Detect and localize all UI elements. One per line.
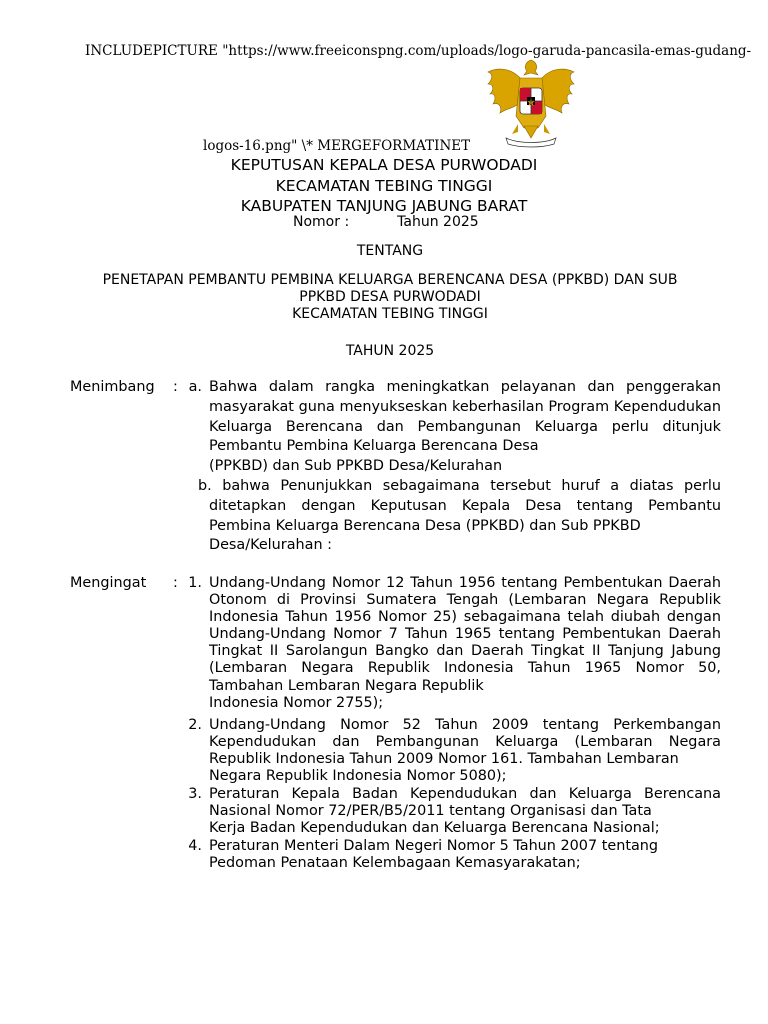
mengingat-item-3-last-line: Kerja Badan Kependudukan dan Keluarga Berencana Nasional; <box>209 820 660 837</box>
mengingat-item-2-text <box>209 717 721 785</box>
subject-line-2: PPKBD DESA PURWODADI <box>299 289 481 305</box>
mengingat-item-1-text <box>209 575 721 712</box>
menimbang-b-last-line: Desa/Kelurahan : <box>209 537 333 554</box>
mengingat-item-4-text <box>209 838 721 872</box>
nomor-label: Nomor : <box>293 214 350 230</box>
menimbang-b-body: ditetapkan dengan Keputusan Kepala Desa tentang Pembantu Pembina Keluarga Berencana Desa (PPKBD) dan Sub PPKBD <box>209 497 721 534</box>
mengingat-item-2-last-line: Negara Republik Indonesia Nomor 5080); <box>209 768 507 785</box>
mengingat-item-1-number: 1. <box>188 575 202 591</box>
mengingat-item-4-body: Peraturan Menteri Dalam Negeri Nomor 5 Tahun 2007 tentang <box>209 838 659 854</box>
tentang-heading: TENTANG <box>356 243 424 259</box>
header-line-1: KEPUTUSAN KEPALA DESA PURWODADI <box>230 156 538 174</box>
header-line-3: KABUPATEN TANJUNG JABUNG BARAT <box>240 197 528 215</box>
menimbang-a-text <box>209 378 721 477</box>
mengingat-label: Mengingat <box>70 575 147 591</box>
mengingat-item-4-last-line: Pedoman Penataan Kelembagaan Kemasyarakatan; <box>209 855 581 872</box>
mengingat-item-3-text <box>209 786 721 837</box>
nomor-line <box>293 214 479 230</box>
mengingat-colon: : <box>173 575 178 591</box>
menimbang-b-text <box>198 477 721 556</box>
mengingat-item-3-number: 3. <box>188 786 202 802</box>
menimbang-a-last-line: (PPKBD) dan Sub PPKBD Desa/Kelurahan <box>209 458 503 475</box>
menimbang-a-body: Bahwa dalam rangka meningkatkan pelayanan dan penggerakan masyarakat guna menyukseskan keberhasilan Program Kependudukan Keluarga Berencana dan Pembangunan Keluarga perlu ditunjuk Pembantu Pembina Keluarga Berencana Desa <box>209 379 721 455</box>
mengingat-item-1-last-line: Indonesia Nomor 2755); <box>209 694 384 711</box>
garuda-pancasila-emblem-icon <box>484 58 578 148</box>
header-line-2: KECAMATAN TEBING TINGGI <box>275 177 493 195</box>
year-heading: TAHUN 2025 <box>345 343 435 359</box>
tahun-label: Tahun 2025 <box>397 214 479 230</box>
menimbang-colon: : <box>173 379 178 395</box>
mengingat-item-4-number: 4. <box>188 838 202 854</box>
menimbang-a-number: a. <box>188 379 202 395</box>
subject-line-3: KECAMATAN TEBING TINGGI <box>292 306 488 322</box>
mengingat-item-2-number: 2. <box>188 717 202 733</box>
field-code-bottom: logos-16.png" \* MERGEFORMATINET <box>203 138 471 154</box>
menimbang-b-first-line: b. bahwa Penunjukkan sebagaimana tersebut huruf a diatas perlu <box>198 478 721 494</box>
mengingat-item-3-body: Peraturan Kepala Badan Kependudukan dan Keluarga Berencana Nasional Nomor 72/PER/B5/2011 tentang Organisasi dan Tata <box>209 786 721 820</box>
subject-line-1: PENETAPAN PEMBANTU PEMBINA KELUARGA BERENCANA DESA (PPKBD) DAN SUB <box>102 272 678 288</box>
mengingat-item-1-body: Undang-Undang Nomor 12 Tahun 1956 tentang Pembentukan Daerah Otonom di Provinsi Sumatera Tengah (Lembaran Negara Republik Indonesia Tahun 1956 Nomor 25) sebagaimana telah diubah dengan Undang-Undang Nomor 7 Tahun 1965 tentang Pembentukan Daerah Tingkat II Sarolangun Bangko dan Daerah Tingkat II Tanjung Jabung (Lembaran Negara Republik Indonesia Tahun 1965 Nomor 50, Tambahan Lembaran Negara Republik <box>209 575 721 694</box>
field-code-top: INCLUDEPICTURE "https://www.freeiconspng.com/uploads/logo-garuda-pancasila-emas-gudang- <box>85 43 752 59</box>
menimbang-label: Menimbang <box>70 379 155 395</box>
subject-block <box>60 272 720 323</box>
mengingat-item-2-body: Undang-Undang Nomor 52 Tahun 2009 tentang Perkembangan Kependudukan dan Pembangunan Keluarga (Lembaran Negara Republik Indonesia Tahun 2009 Nomor 161. Tambahan Lembaran <box>209 717 721 768</box>
